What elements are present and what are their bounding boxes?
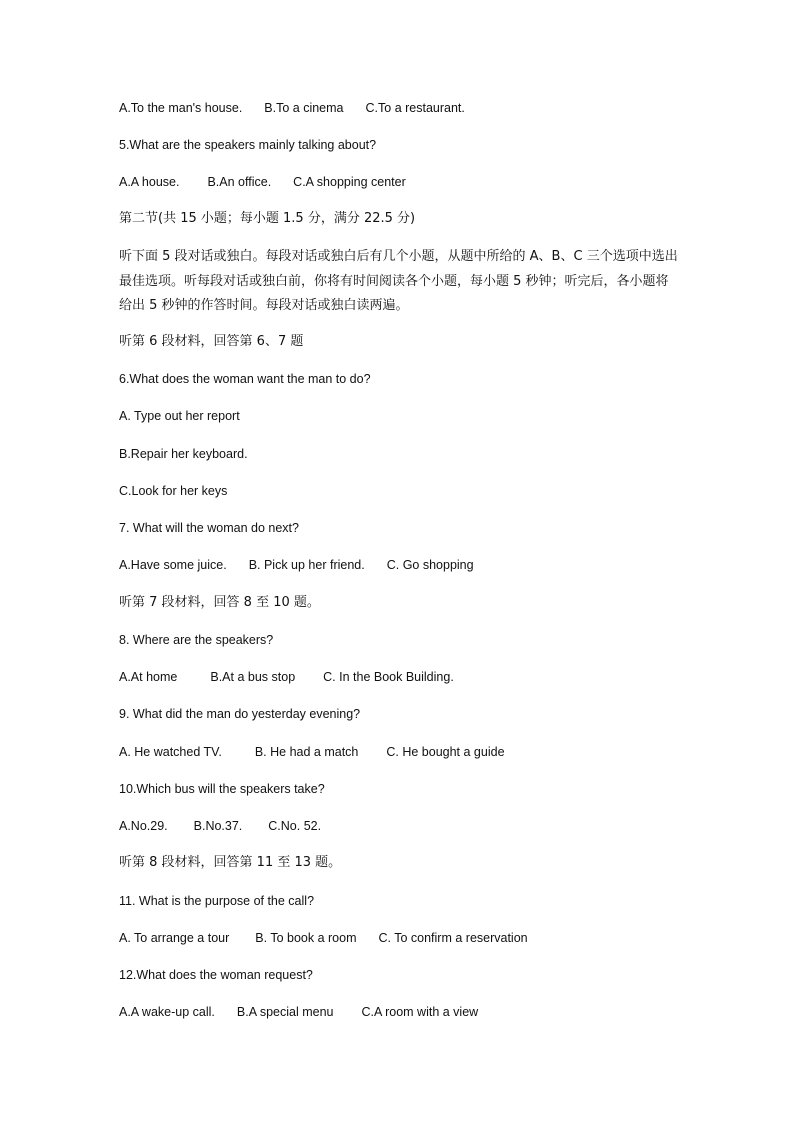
q4-options	[119, 100, 465, 116]
q10-options	[119, 818, 321, 834]
q8-options	[119, 669, 454, 685]
q5-options	[119, 174, 406, 190]
q12-option-b: B.A special menu	[236, 1005, 334, 1019]
q11-question: 11. What is the purpose of the call?	[119, 894, 315, 908]
section2-instructions: 听下面 5 段对话或独白。每段对话或独白后有几个小题，从题中所给的 A、B、C 三个选项中选出最佳选项。听每段对话或独白前，你将有时间阅读各个小题，每小题 5 秒钟；听完后，各小题将给出 5 秒钟的作答时间。每段对话或独白读两遍。	[119, 249, 678, 313]
q8-option-a: A.At home	[119, 670, 178, 684]
section2-heading: 第二节(共 15 小题；每小题 1.5 分，满分 22.5 分)	[119, 211, 416, 226]
q10-option-c: C.No. 52.	[268, 819, 322, 833]
q9-question: 9. What did the man do yesterday evening?	[119, 707, 361, 721]
q11-option-c: C. To confirm a reservation	[378, 931, 528, 945]
group7-label: 听第 7 段材料，回答 8 至 10 题。	[119, 595, 320, 610]
q12-option-c: C.A room with a view	[361, 1005, 479, 1019]
q7-option-b: B. Pick up her friend.	[248, 558, 365, 572]
q11-option-a: A. To arrange a tour	[119, 931, 230, 945]
q12-question: 12.What does the woman request?	[119, 968, 313, 982]
q4-option-a: A.To the man's house.	[119, 101, 243, 115]
q5-option-a: A.A house.	[119, 175, 180, 189]
q6-option-a: A. Type out her report	[119, 409, 240, 423]
q12-option-a: A.A wake-up call.	[119, 1005, 215, 1019]
q5-option-c: C.A shopping center	[293, 175, 406, 189]
q10-question: 10.Which bus will the speakers take?	[119, 782, 325, 796]
group6-label: 听第 6 段材料，回答第 6、7 题	[119, 334, 304, 349]
group8-label: 听第 8 段材料，回答第 11 至 13 题。	[119, 855, 342, 870]
q8-option-c: C. In the Book Building.	[323, 670, 454, 684]
q5-question: 5.What are the speakers mainly talking about?	[119, 138, 377, 152]
q7-option-a: A.Have some juice.	[119, 558, 227, 572]
q10-option-a: A.No.29.	[119, 819, 168, 833]
q6-option-c: C.Look for her keys	[119, 484, 228, 498]
q6-question: 6.What does the woman want the man to do?	[119, 372, 371, 386]
q7-option-c: C. Go shopping	[386, 558, 474, 572]
q9-option-b: B. He had a match	[254, 745, 359, 759]
q12-options	[119, 1004, 478, 1020]
q9-option-a: A. He watched TV.	[119, 745, 222, 759]
q11-options	[119, 930, 528, 946]
q8-option-b: B.At a bus stop	[210, 670, 296, 684]
q11-option-b: B. To book a room	[255, 931, 357, 945]
q7-question: 7. What will the woman do next?	[119, 521, 299, 535]
q9-options	[119, 744, 505, 760]
q8-question: 8. Where are the speakers?	[119, 633, 274, 647]
q9-option-c: C. He bought a guide	[386, 745, 505, 759]
q10-option-b: B.No.37.	[193, 819, 243, 833]
q7-options	[119, 557, 474, 573]
q5-option-b: B.An office.	[207, 175, 272, 189]
q6-option-b: B.Repair her keyboard.	[119, 447, 248, 461]
q4-option-b: B.To a cinema	[264, 101, 344, 115]
q4-option-c: C.To a restaurant.	[365, 101, 465, 115]
